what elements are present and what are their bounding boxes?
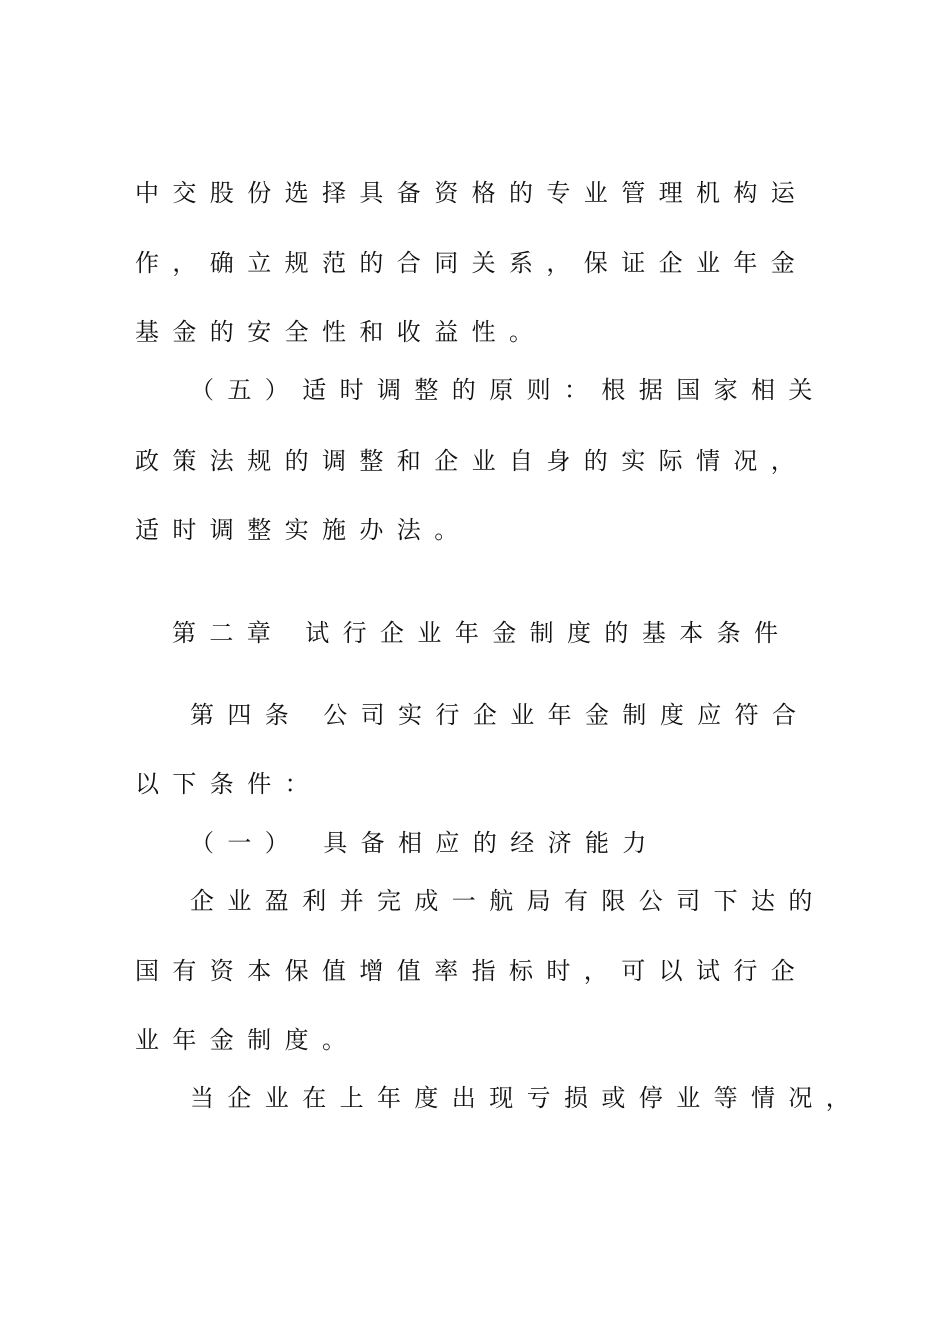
paragraph-line-11: 企业盈利并完成一航局有限公司下达的	[190, 887, 826, 915]
paragraph-line-1: 中交股份选择具备资格的专业管理机构运	[135, 179, 809, 207]
paragraph-line-14: 当企业在上年度出现亏损或停业等情况，	[190, 1084, 864, 1112]
subsection-heading: （一） 具备相应的经济能力	[190, 829, 660, 857]
paragraph-line-13: 业年金制度。	[135, 1026, 360, 1054]
chapter-heading: 第二章 试行企业年金制度的基本条件	[172, 619, 792, 647]
article-heading: 第四条 公司实行企业年金制度应符合	[190, 701, 810, 729]
paragraph-line-12: 国有资本保值增值率指标时，可以试行企	[135, 957, 809, 985]
paragraph-line-2: 作，确立规范的合同关系，保证企业年金	[135, 249, 809, 277]
paragraph-line-5: 政策法规的调整和企业自身的实际情况，	[135, 447, 809, 475]
paragraph-line-3: 基金的安全性和收益性。	[135, 318, 547, 346]
paragraph-line-6: 适时调整实施办法。	[135, 516, 472, 544]
paragraph-line-9: 以下条件：	[135, 770, 322, 798]
paragraph-line-4: （五）适时调整的原则：根据国家相关	[190, 376, 826, 404]
